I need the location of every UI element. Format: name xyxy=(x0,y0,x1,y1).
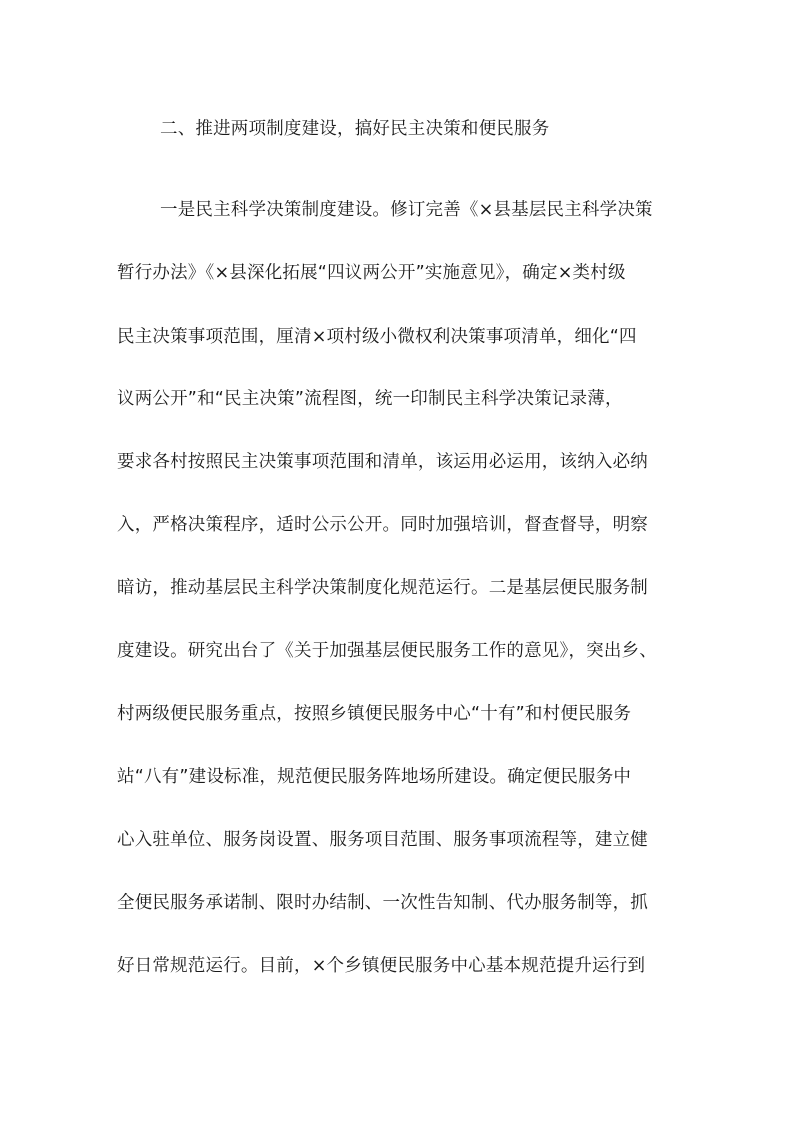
paragraph-line: 好日常规范运行。目前，×个乡镇便民服务中心基本规范提升运行到 xyxy=(117,956,646,976)
section-heading: 二、推进两项制度建设，搞好民主决策和便民服务 xyxy=(160,119,550,139)
paragraph-line: 全便民服务承诺制、限时办结制、一次性告知制、代办服务制等，抓 xyxy=(117,893,648,913)
paragraph-line: 民主决策事项范围，厘清×项村级小微权利决策事项清单，细化“四 xyxy=(117,327,637,347)
paragraph-line: 一是民主科学决策制度建设。修订完善《×县基层民主科学决策 xyxy=(160,200,653,220)
paragraph-line: 要求各村按照民主决策事项范围和清单，该运用必运用，该纳入必纳 xyxy=(117,452,648,472)
paragraph-line: 暗访，推动基层民主科学决策制度化规范运行。二是基层便民服务制 xyxy=(117,578,648,598)
paragraph-line: 入，严格决策程序，适时公示公开。同时加强培训，督查督导，明察 xyxy=(117,515,648,535)
paragraph-line: 村两级便民服务重点，按照乡镇便民服务中心“十有”和村便民服务 xyxy=(117,704,632,724)
paragraph-line: 度建设。研究出台了《关于加强基层便民服务工作的意见》，突出乡、 xyxy=(117,641,657,661)
paragraph-line: 暂行办法》《×县深化拓展“四议两公开”实施意见》，确定×类村级 xyxy=(117,263,626,283)
paragraph-line: 心入驻单位、服务岗设置、服务项目范围、服务事项流程等，建立健 xyxy=(117,830,648,850)
paragraph-line: 站“八有”建设标准，规范便民服务阵地场所建设。确定便民服务中 xyxy=(117,767,632,787)
paragraph-line: 议两公开”和“民主决策”流程图，统一印制民主科学决策记录薄， xyxy=(117,389,623,409)
